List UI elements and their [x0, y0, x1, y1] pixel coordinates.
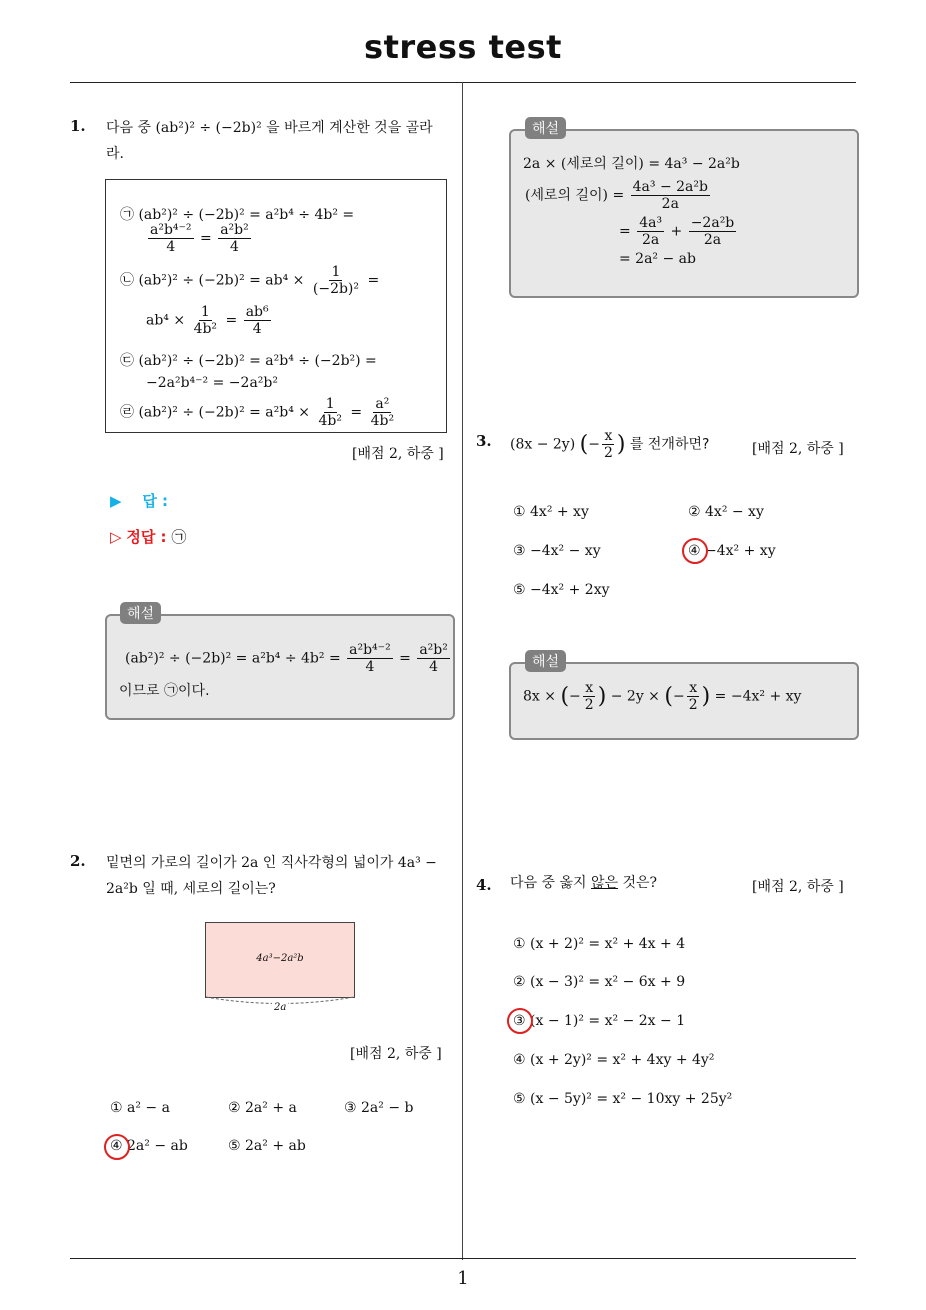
option-2[interactable]: ② 2a² + a: [228, 1100, 297, 1116]
option-2[interactable]: ② (x − 3)² = x² − 6x + 9: [513, 974, 686, 990]
option-3[interactable]: ③ 2a² − b: [344, 1100, 414, 1116]
question-number: 3.: [476, 432, 492, 450]
bottom-rule: [70, 1258, 856, 1259]
score-label: [배점 2, 하중 ]: [350, 1046, 442, 1062]
solution-line: (ab²)² ÷ (−2b)² = a²b⁴ ÷ 4b² = $\frac{\text{a²b⁴⁻²}}{4}$ = $\frac{\text{a²b²}}{4}$: [125, 642, 448, 676]
question-text: [106, 115, 456, 167]
solution-line: = $\frac{\text{4a³}}{2a}$ + $\frac{\text{−2a²b}}{2a}$: [619, 215, 735, 249]
choice-item-cont: −2a²b⁴⁻² = −2a²b²: [146, 375, 278, 391]
choice-item-cont: ab⁴ × $\frac{1}{\text{4b²}}$ = $\frac{\text{ab⁶}}{4}$: [146, 304, 269, 338]
figure-area-label: 4a³−2a²b: [256, 953, 304, 964]
score-label: [배점 2, 하중 ]: [752, 879, 844, 895]
solution-line: = 2a² − ab: [619, 251, 696, 267]
rectangle-figure: [205, 922, 355, 998]
option-1[interactable]: ① a² − a: [110, 1100, 170, 1116]
option-1[interactable]: ① 4x² + xy: [513, 504, 589, 520]
question-text-line: 라.: [106, 146, 124, 162]
option-5[interactable]: ⑤ 2a² + ab: [228, 1138, 306, 1154]
option-2[interactable]: ② 4x² − xy: [688, 504, 764, 520]
page-number: 1: [457, 1268, 469, 1289]
solution-tag: 해설: [525, 117, 566, 139]
option-3[interactable]: ③ (x − 1)² = x² − 2x − 1: [513, 1013, 686, 1029]
option-3[interactable]: ③ −4x² − xy: [513, 543, 601, 559]
play-icon: ▶: [110, 492, 122, 510]
column-divider: [462, 82, 463, 1260]
solution-box: [105, 614, 455, 720]
choice-marker: ㉠: [120, 207, 134, 223]
correct-value: ㉠: [171, 528, 187, 546]
solution-line: 2a × (세로의 길이) = 4a³ − 2a²b: [523, 156, 740, 172]
choice-marker: ㉢: [120, 353, 134, 369]
question-text: (8x − 2y) (− $\frac{x}{2}$ ) 를 전개하면?: [510, 428, 710, 462]
choice-item: [120, 204, 354, 224]
choice-marker: ㉡: [120, 272, 134, 289]
solution-line: 이므로 ㉠이다.: [119, 683, 210, 699]
score-label: [배점 2, 하중 ]: [352, 446, 444, 462]
figure-width-label: 2a: [274, 1002, 287, 1013]
option-5[interactable]: ⑤ (x − 5y)² = x² − 10xy + 25y²: [513, 1091, 733, 1107]
answer-row: [110, 490, 168, 511]
correct-answer-row: [110, 526, 186, 547]
correct-label: 정답 :: [126, 528, 167, 546]
option-4[interactable]: ④ (x + 2y)² = x² + 4xy + 4y²: [513, 1052, 715, 1068]
choices-box: [105, 179, 447, 433]
selected-answer-circle: [104, 1134, 130, 1160]
choice-item: ㉣ (ab²)² ÷ (−2b)² = a²b⁴ × $\frac{1}{\text{4b²}}$ = $\frac{\text{a²}}{\text{4b²}}$: [120, 396, 395, 430]
question-text-line: 다음 중 (ab²)² ÷ (−2b)² 을 바르게 계산한 것을 골라: [106, 120, 433, 136]
question-text: 다음 중 옳지 않은 것은?: [510, 875, 658, 891]
solution-line: 8x × (− $\frac{x}{2}$ ) − 2y × (− $\frac{x}{2}$ ) = −4x² + xy: [523, 680, 802, 714]
solution-box: [509, 129, 859, 298]
choice-item: ㉢ (ab²)² ÷ (−2b)² = a²b⁴ ÷ (−2b²) =: [120, 353, 377, 369]
page-title: stress test: [364, 28, 562, 66]
question-text: 밑면의 가로의 길이가 2a 인 직사각형의 넓이가 4a³ − 2a²b 일 때, 세로의 길이는?: [106, 855, 437, 897]
solution-tag: 해설: [525, 650, 566, 672]
selected-answer-circle: [507, 1008, 533, 1034]
option-5[interactable]: ⑤ −4x² + 2xy: [513, 582, 610, 598]
solution-tag: 해설: [120, 602, 161, 624]
top-rule: [70, 82, 856, 83]
option-4[interactable]: ④ 2a² − ab: [110, 1138, 188, 1154]
choice-line: (ab²)² ÷ (−2b)² = a²b⁴ ÷ 4b² =: [138, 207, 355, 223]
question-number: 2.: [70, 852, 86, 870]
answer-label: 답 :: [142, 492, 169, 510]
choice-item: ㉡ (ab²)² ÷ (−2b)² = ab⁴ × $\frac{1}{\text{(−2b)²}}$ =: [120, 264, 380, 298]
choice-marker: ㉣: [120, 404, 134, 421]
solution-line: (세로의 길이) = $\frac{\text{4a³ − 2a²b}}{2a}$: [525, 179, 708, 213]
option-4[interactable]: ④ −4x² + xy: [688, 543, 776, 559]
selected-answer-circle: [682, 538, 708, 564]
play-outline-icon: ▷: [110, 528, 122, 546]
choice-item-cont: $\frac{\text{a²b⁴⁻²}}{4}$ = $\frac{\text{a²b²}}{4}$: [150, 222, 249, 256]
question-number: 1.: [70, 117, 86, 135]
option-1[interactable]: ① (x + 2)² = x² + 4x + 4: [513, 936, 686, 952]
fraction: $\frac{\text{a²b⁴⁻²}}{4}$: [150, 222, 192, 256]
fraction: $\frac{\text{a²b²}}{4}$: [220, 222, 249, 256]
score-label: [배점 2, 하중 ]: [752, 441, 844, 457]
solution-box: [509, 662, 859, 740]
question-number: 4.: [476, 876, 492, 894]
